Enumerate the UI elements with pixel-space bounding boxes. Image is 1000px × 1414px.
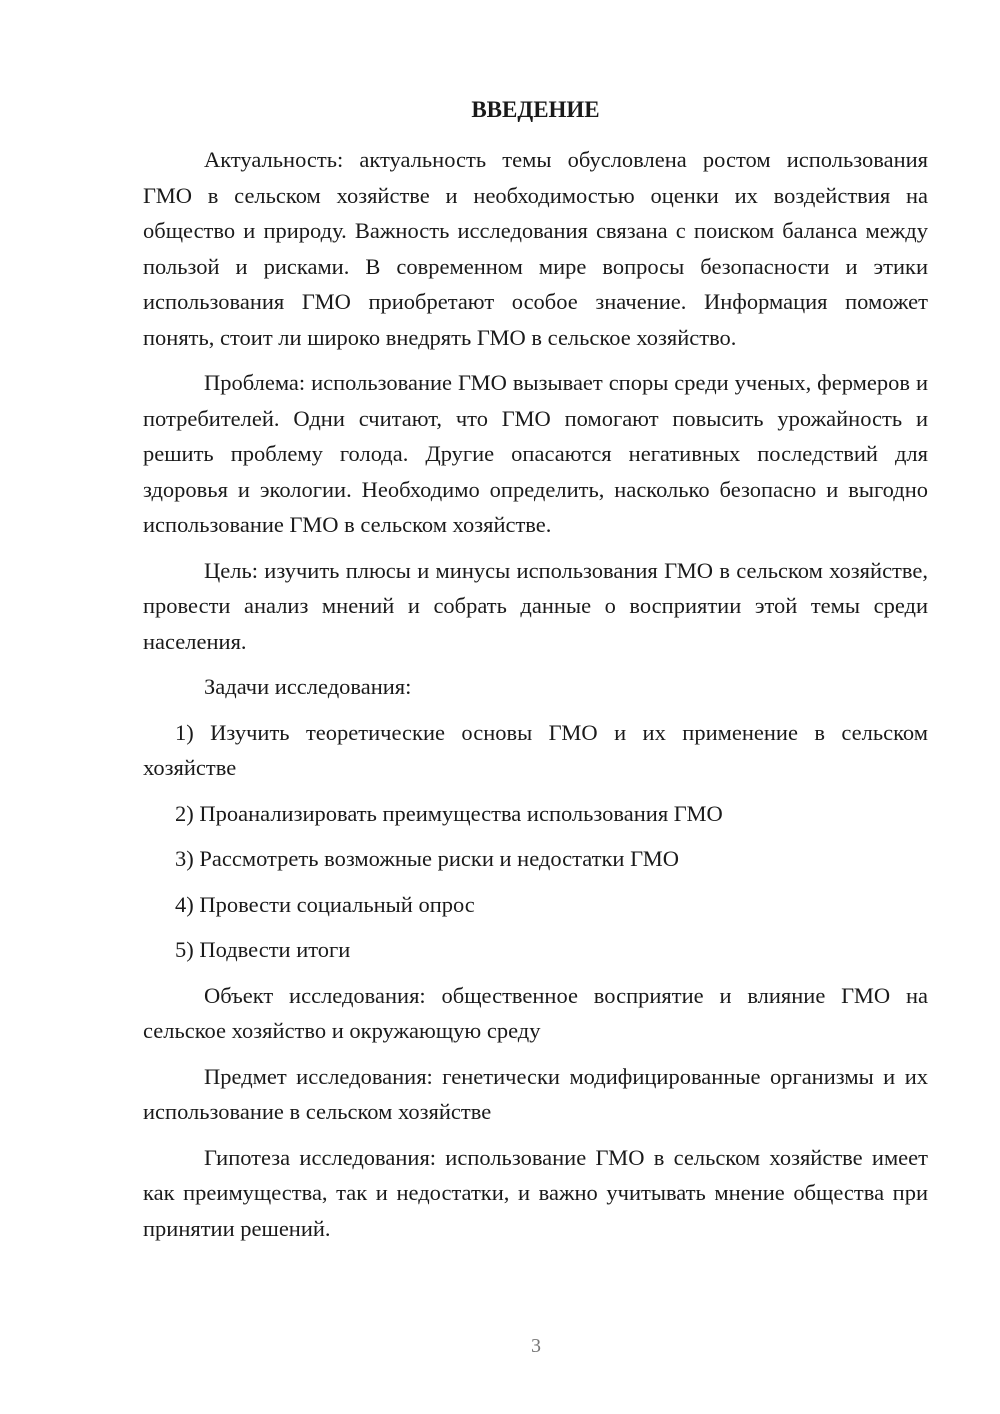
tasks-list [143, 715, 928, 968]
task-item-2: 2) Проанализировать преимущества использования ГМО [175, 800, 723, 826]
problem-paragraph: Проблема: использование ГМО вызывает споры среди ученых, фермеров и потребителей. Одни считают, что ГМО помогают повысить урожайность и решить проблему голода. Другие опасаются негативных последствий для здоровья и экологии. Необходимо определить, насколько безопасно и выгодно использование ГМО в сельском хозяйстве. [143, 370, 928, 537]
task-item-1: 1) Изучить теоретические основы ГМО и их применение в сельском хозяйстве [143, 719, 928, 780]
tasks-heading: Задачи исследования: [204, 674, 412, 699]
page-title: ВВЕДЕНИЕ [471, 97, 600, 122]
hypothesis-paragraph: Гипотеза исследования: использование ГМО в сельском хозяйстве имеет как преимущества, так и недостатки, и важно учитывать мнение общества при принятии решений. [143, 1144, 928, 1241]
subject-paragraph: Предмет исследования: генетически модифицированные организмы и их использование в сельском хозяйстве [143, 1063, 928, 1124]
document-page [143, 92, 928, 1256]
goal-paragraph: Цель: изучить плюсы и минусы использования ГМО в сельском хозяйстве, провести анализ мнений и собрать данные о восприятии этой темы среди населения. [143, 557, 928, 654]
object-paragraph: Объект исследования: общественное восприятие и влияние ГМО на сельское хозяйство и окружающую среду [143, 982, 928, 1043]
task-item-4: 4) Провести социальный опрос [175, 891, 475, 917]
task-item-3: 3) Рассмотреть возможные риски и недостатки ГМО [175, 846, 680, 871]
task-item-5: 5) Подвести итоги [175, 937, 351, 962]
relevance-paragraph: Актуальность: актуальность темы обусловлена ростом использования ГМО в сельском хозяйстве и необходимостью оценки их воздействия на общество и природу. Важность исследования связана с поиском баланса между пользой и рисками. В современном мире вопросы безопасности и этики использования ГМО приобретают особое значение. Информация поможет понять, стоит ли широко внедрять ГМО в сельское хозяйство. [143, 147, 928, 350]
page-number: 3 [531, 1335, 541, 1357]
